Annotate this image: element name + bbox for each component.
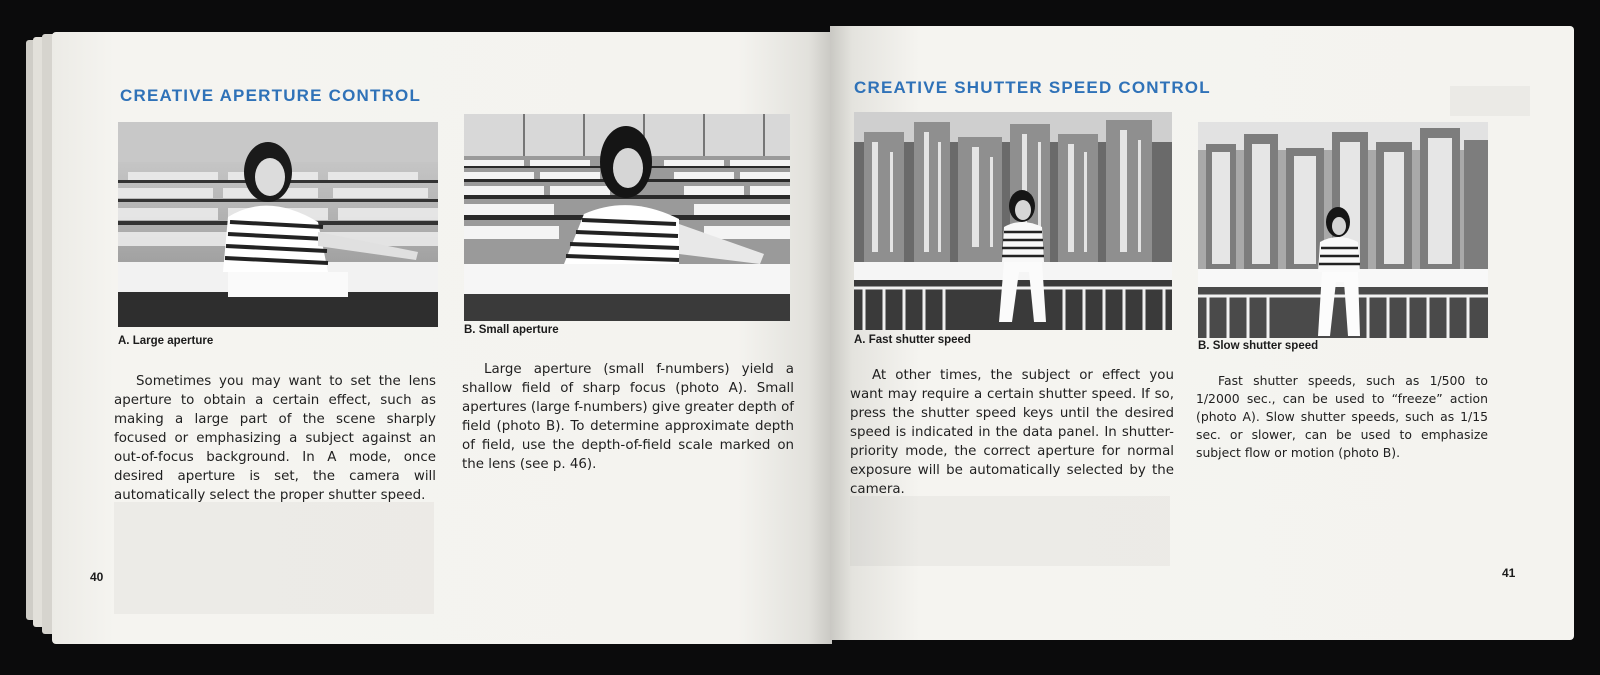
- photo-a-caption: A. Large aperture: [118, 335, 214, 347]
- shutter-paragraph-2: Fast shutter speeds, such as 1/500 to 1/2000 sec., can be used to “freeze” action (photo A). Slow shutter speeds, such as 1/15 sec. or slower, can be used to emphasize subject flow or motion (photo B).: [1196, 373, 1488, 460]
- photo-large-aperture: [118, 122, 438, 327]
- aperture-paragraph-2: Large aperture (small f-numbers) yield a shallow field of sharp focus (photo A). Small apertures (large f-numbers) give greater depth of field (photo B). To determine approximate depth of field, use the depth-of-field scale marked on the lens (see p. 46).: [462, 362, 794, 472]
- left-page: [52, 32, 832, 644]
- photo-small-aperture: [464, 114, 790, 321]
- photo-fast-shutter-image: [854, 112, 1172, 330]
- photo-b-caption: B. Slow shutter speed: [1198, 340, 1319, 352]
- bleed-through-shadow: [850, 496, 1170, 566]
- page-number-left: 40: [90, 570, 104, 584]
- photo-slow-shutter: [1198, 122, 1488, 338]
- photo-a-caption: A. Fast shutter speed: [854, 334, 971, 346]
- right-page: [830, 26, 1574, 640]
- bleed-through-shadow: [114, 502, 434, 614]
- aperture-heading: CREATIVE APERTURE CONTROL: [120, 86, 422, 105]
- page-number-right: 41: [1502, 566, 1516, 580]
- photo-small-aperture-image: [464, 114, 790, 321]
- photo-large-aperture-image: [118, 122, 438, 327]
- shutter-paragraph-1: At other times, the subject or effect you want may require a certain shutter speed. If so, press the shutter speed keys until the desired speed is indicated in the data panel. In shutter-priority mode, the correct aperture for normal exposure will be automatically selected by the camera.: [850, 368, 1174, 497]
- photo-b-caption: B. Small aperture: [464, 324, 559, 336]
- aperture-paragraph-1: Sometimes you may want to set the lens aperture to obtain a certain effect, such as making a large part of the scene sharply focused or emphasizing a subject against an out-of-focus background. In A mode, once desired aperture is set, the camera will automatically select the proper shutter speed.: [114, 374, 436, 503]
- shutter-speed-heading: CREATIVE SHUTTER SPEED CONTROL: [854, 78, 1211, 97]
- photo-fast-shutter: [854, 112, 1172, 330]
- bleed-through-shadow: [1450, 86, 1530, 116]
- photo-slow-shutter-image: [1198, 122, 1488, 338]
